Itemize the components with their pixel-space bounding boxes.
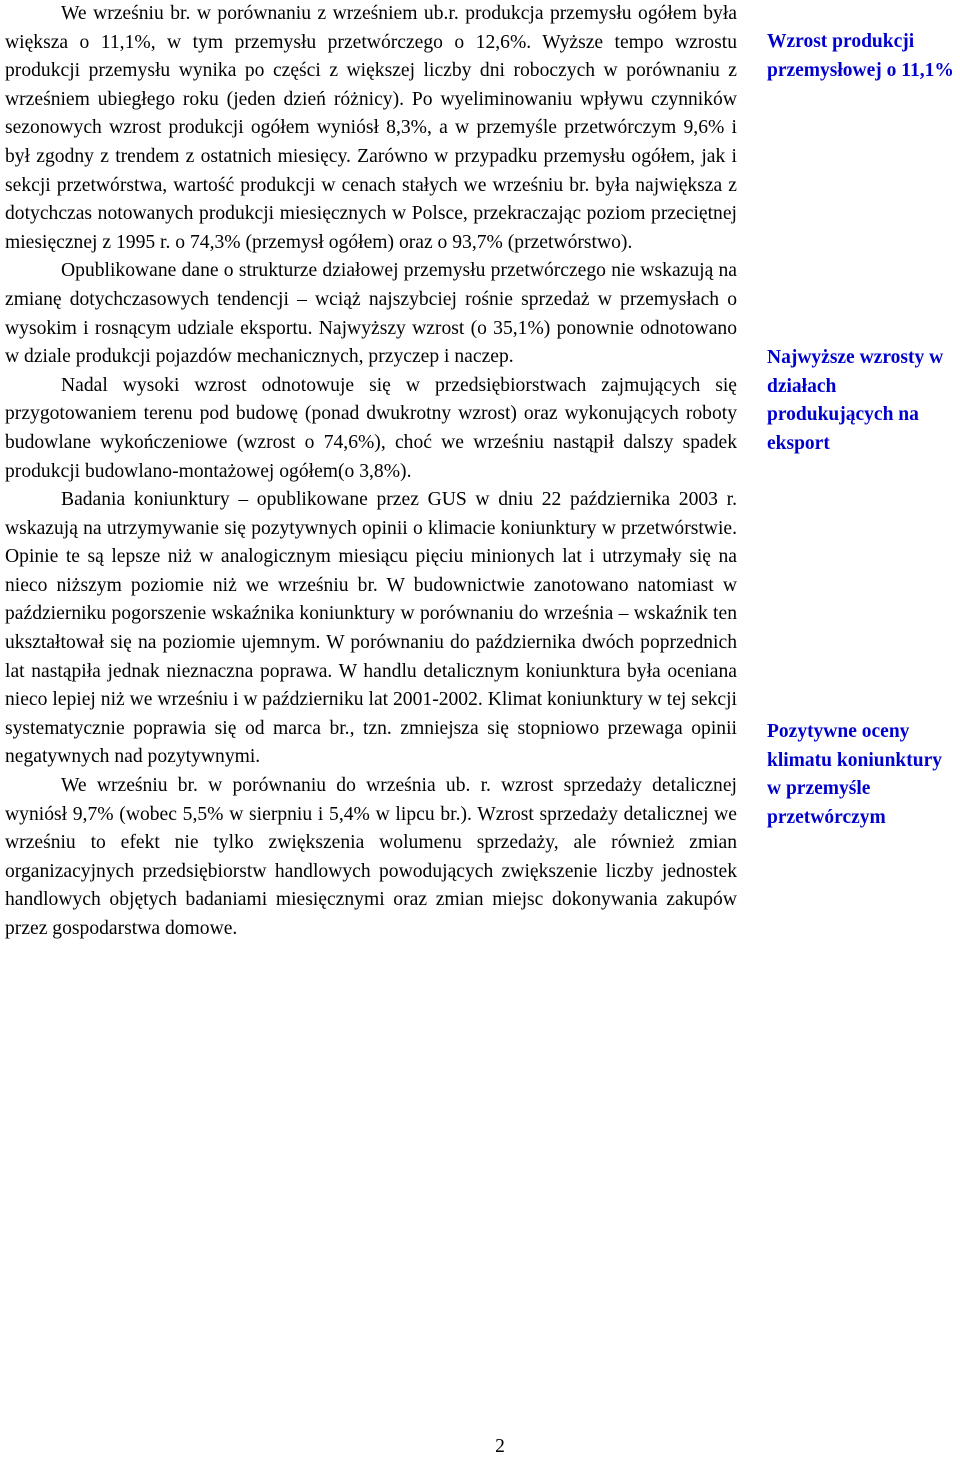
page-number: 2	[495, 1436, 505, 1457]
paragraph-retail-sales: We wrześniu br. w porównaniu do września ub. r. wzrost sprzedaży detalicznej wyniósł 9,7% (wobec 5,5% w sierpniu i 5,4% w lipcu br.). Wzrost sprzedaży detalicznej we wrześniu to efekt nie tylko zwiększenia wolumenu sprzedaży, ale również zmian organizacyjnych przedsiębiorstw handlowych powodujących zwiększenie liczby jednostek handlowych objętych badaniami miesięcznymi oraz zmian miejsc dokonywania zakupów przez gospodarstwa domowe.	[5, 775, 737, 939]
main-text	[5, 0, 737, 944]
margin-note-business-climate: Pozytywne oceny klimatu koniunktury w przemyśle przetwórczym	[767, 721, 943, 828]
paragraph-construction: Nadal wysoki wzrost odnotowuje się w przedsiębiorstwach zajmujących się przygotowaniem terenu pod budowę (ponad dwukrotny wzrost) oraz wykonujących roboty budowlane wykończeniowe (wzrost o 74,6%), choć we wrześniu nastąpił dalszy spadek produkcji budowlano-montażowej ogółem(o 3,8%).	[5, 374, 737, 482]
margin-note-production-growth: Wzrost produkcji przemysłowej o 11,1%	[767, 31, 954, 81]
paragraph-industrial-production: We wrześniu br. w porównaniu z wrześniem ub.r. produkcja przemysłu ogółem była większa o 11,1%, w tym przemysłu przetwórczego o 12,6%. Wyższe tempo wzrostu produkcji przemysłu wynika po części z większej liczby dni roboczych w porównaniu z wrześniem ubiegłego roku (jeden dzień różnicy). Po wyeliminowaniu wpływu czynników sezonowych wzrost produkcji ogółem wyniósł 8,3%, a w przemyśle przetwórczym 9,6% i był zgodny z trendem z ostatnich miesięcy. Zarówno w przypadku przemysłu ogółem, jak i sekcji przetwórstwa, wartość produkcji w cenach stałych we wrześniu br. była największa z dotychczas notowanych produkcji miesięcznych w Polsce, przekraczając poziom przeciętnej miesięcznej z 1995 r. o 74,3% (przemysł ogółem) oraz o 93,7% (przetwórstwo).	[5, 3, 737, 253]
paragraph-manufacturing-structure: Opublikowane dane o strukturze działowej przemysłu przetwórczego nie wskazują na zmianę dotychczasowych tendencji – wciąż najszybciej rośnie sprzedaż w przemysłach o wysokim i rosnącym udziale eksportu. Najwyższy wzrost (o 35,1%) ponownie odnotowano w dziale produkcji pojazdów mechanicznych, przyczep i naczep.	[5, 260, 737, 368]
margin-note-export-sectors: Najwyższe wzrosty w działach produkujących na eksport	[767, 347, 944, 454]
paragraph-business-climate: Badania koniunktury – opublikowane przez GUS w dniu 22 października 2003 r. wskazują na utrzymywanie się pozytywnych opinii o klimacie koniunktury w przetwórstwie. Opinie te są lepsze niż w analogicznym miesiącu pięciu minionych lat i utrzymały się na nieco niższym poziomie niż we wrześniu br. W budownictwie zanotowano natomiast w październiku pogorszenie wskaźnika koniunktury w porównaniu do września – wskaźnik ten ukształtował się na poziomie ujemnym. W porównaniu do października dwóch poprzednich lat nastąpiła jednak nieznaczna poprawa. W handlu detalicznym koniunktura była oceniana nieco lepiej niż we wrześniu i w październiku lat 2001-2002. Klimat koniunktury w tej sekcji systematycznie poprawia się od marca br., tzn. zmniejsza się stopniowo przewaga opinii negatywnych nad pozytywnymi.	[5, 489, 737, 768]
